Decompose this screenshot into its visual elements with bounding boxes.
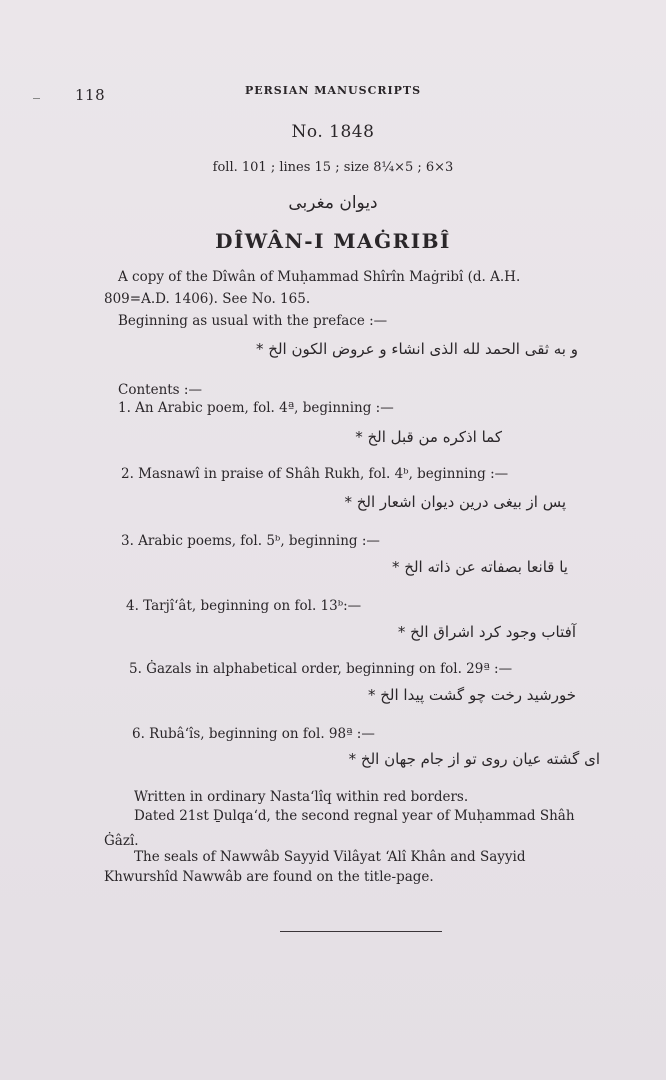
intro-line: A copy of the Dîwân of Muḥammad Shîrîn Maġribî (d. A.H. [118, 269, 521, 285]
contents-item-label: 4. Tarjî‘ât, beginning on fol. 13ᵇ:— [126, 598, 362, 614]
intro-line: 809=A.D. 1406). See No. 165. [104, 291, 311, 307]
intro-line: Beginning as usual with the preface :— [118, 313, 388, 329]
preface-incipit: و به ثقی الحمد لله الذی انشاء و عروض الکون الخ * [256, 340, 578, 358]
contents-item-label: 5. Ġazals in alphabetical order, beginning on fol. 29ª :— [129, 661, 513, 677]
contents-item-label: 3. Arabic poems, fol. 5ᵇ, beginning :— [121, 533, 380, 549]
title-english: DÎWÂN-I MAĠRIBÎ [215, 229, 451, 253]
contents-item-label: 1. An Arabic poem, fol. 4ª, beginning :— [118, 400, 394, 416]
note-line: Written in ordinary Nasta‘lîq within red borders. [134, 789, 469, 805]
contents-item-incipit: خورشید رخت چو گشت پیدا الخ * [367, 686, 576, 704]
contents-item-incipit: ای گشته عیان روی تو از جام جهان الخ * [348, 750, 600, 768]
title-persian: دیوان مغربی [288, 193, 378, 213]
contents-item-incipit: یا قانعا بصفاته عن ذاته الخ * [392, 558, 568, 576]
note-line: Dated 21st Ḏulqa‘d, the second regnal year of Muḥammad Shâh [134, 808, 575, 824]
page-number: 118 [75, 86, 106, 104]
contents-item-incipit: آفتاب وجود کرد اشراق الخ * [397, 623, 576, 641]
closing-rule [280, 931, 442, 932]
contents-label: Contents :— [118, 382, 202, 398]
contents-item-label: 2. Masnawî in praise of Shâh Rukh, fol. 4ᵇ, beginning :— [121, 466, 509, 482]
note-line: Ġâzî. [104, 833, 139, 849]
note-line: The seals of Nawwâb Sayyid Vilâyat ‘Alî Khân and Sayyid [134, 849, 526, 865]
contents-item-label: 6. Rubâ‘îs, beginning on fol. 98ª :— [132, 726, 375, 742]
entry-number: No. 1848 [291, 122, 375, 142]
contents-item-incipit: کما اذکره من قبل الخ * [355, 428, 502, 446]
note-line: Khwurshîd Nawwâb are found on the title-page. [104, 869, 434, 885]
contents-item-incipit: پس از بیغی درین دیوان اشعار الخ * [344, 493, 566, 511]
margin-mark [33, 98, 40, 99]
running-title: PERSIAN MANUSCRIPTS [244, 84, 422, 97]
entry-specs: foll. 101 ; lines 15 ; size 8¼×5 ; 6×3 [212, 160, 454, 175]
